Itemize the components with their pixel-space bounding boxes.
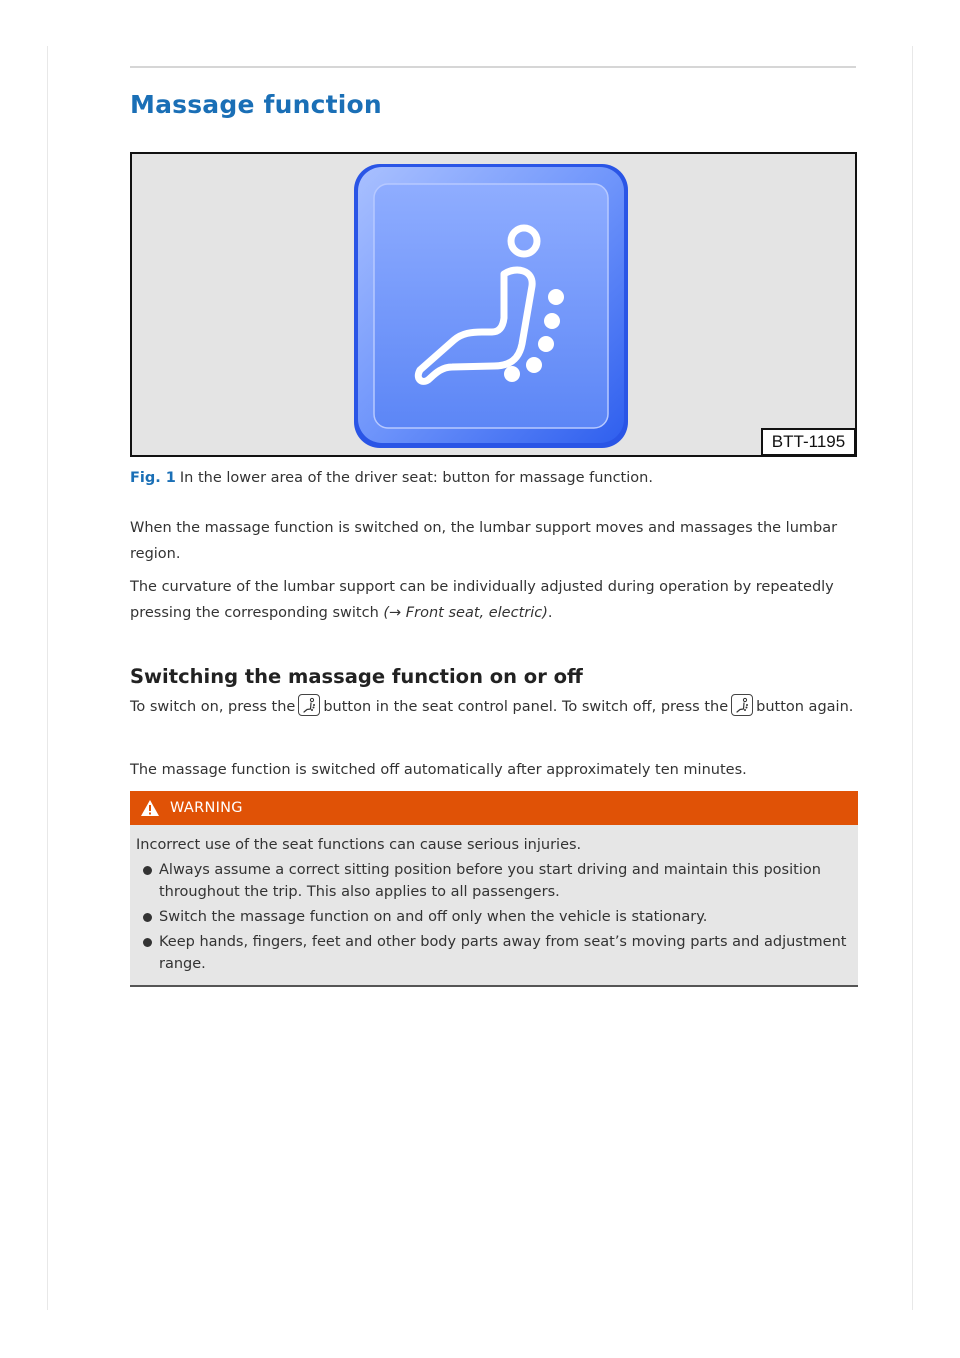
warning-list: [136, 859, 852, 975]
warning-triangle-icon: [140, 799, 160, 817]
bullet-icon: [143, 938, 152, 947]
header-rule: [130, 66, 856, 68]
page-margin-left: [47, 46, 48, 1310]
figure-caption: [130, 470, 653, 486]
warning-header: [130, 791, 858, 825]
page-margin-right: [912, 46, 913, 1310]
warning-intro: Incorrect use of the seat functions can cause serious injuries.: [136, 837, 582, 853]
switch-text-c: button again.: [756, 699, 854, 715]
paragraph-lumbar-curvature: [130, 574, 856, 626]
warning-item-text: Switch the massage function on and off only when the vehicle is stationary.: [159, 909, 708, 925]
warning-item: [136, 859, 852, 903]
bullet-icon: [143, 866, 152, 875]
cross-reference-link[interactable]: (→ Front seat, electric): [383, 605, 548, 621]
warning-item-text: Keep hands, fingers, feet and other body parts away from seat’s moving parts and adjustment range.: [159, 934, 847, 972]
figure-caption-text: In the lower area of the driver seat: button for massage function.: [179, 470, 653, 486]
figure-caption-label: Fig. 1: [130, 470, 176, 486]
seat-massage-icon: [132, 154, 857, 457]
figure-massage-button: [130, 152, 857, 457]
paragraph-massage-intro: When the massage function is switched on, the lumbar support moves and massages the lumbar region.: [130, 520, 838, 562]
warning-item-text: Always assume a correct sitting position before you start driving and maintain this position throughout the trip. This also applies to all passengers.: [159, 862, 821, 900]
switch-text-a: To switch on, press the: [130, 699, 296, 715]
inline-massage-button-icon-2: [731, 694, 753, 716]
warning-body: [130, 825, 858, 987]
paragraph-switch-instructions: [130, 694, 856, 720]
paragraph-lumbar-end: .: [547, 605, 553, 621]
warning-label: WARNING: [170, 800, 243, 816]
paragraph-lumbar-text: The curvature of the lumbar support can be individually adjusted during operation by repeatedly pressing the corresponding switch: [130, 579, 834, 621]
bullet-icon: [143, 913, 152, 922]
inline-massage-button-icon: [298, 694, 320, 716]
warning-item: [136, 906, 852, 928]
switch-text-b: button in the seat control panel. To switch off, press the: [323, 699, 729, 715]
warning-box: [130, 791, 858, 987]
page-title: Massage function: [130, 90, 382, 119]
figure-code-label: BTT-1195: [761, 428, 856, 456]
paragraph-auto-off: The massage function is switched off automatically after approximately ten minutes.: [130, 762, 747, 778]
section-heading: Switching the massage function on or off: [130, 665, 583, 688]
warning-item: [136, 931, 852, 975]
